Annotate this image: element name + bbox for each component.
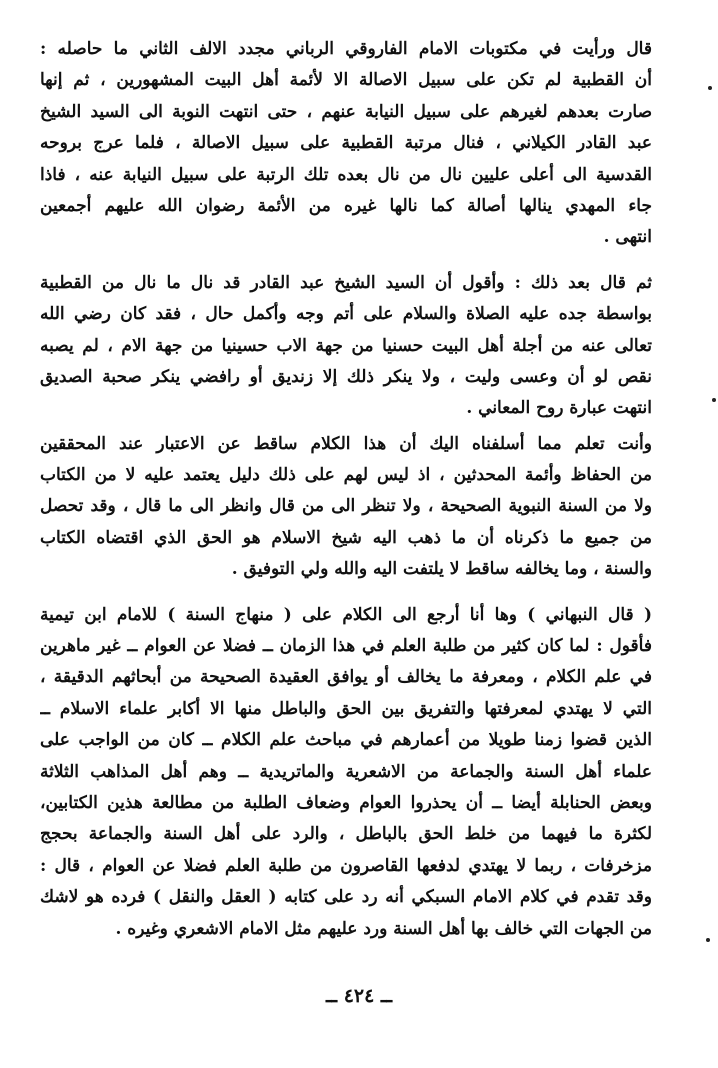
text-line: لكثرة ما فيهما من خلط الحق بالباطل ، والرد على أهل السنة والجماعة بحجج (40, 824, 652, 845)
text-line: والسنة ، وما يخالفه ساقط لا يلتفت اليه والله ولي التوفيق . (231, 559, 652, 580)
paragraph-gap (40, 586, 652, 600)
text-line: القدسية الى أعلى عليين نال من نال بعده تلك الرتبة على سبيل النيابة عنه ، فاذا (40, 164, 652, 185)
text-line: الذين قضوا زمنا طويلا من أعمارهم في مباحث علم الكلام ــ كان من الواجب على (40, 730, 652, 751)
text-line: من جميع ما ذكرناه أن ما ذهب اليه شيخ الاسلام هو الحق الذي اقتضاه الكتاب (40, 527, 652, 548)
paragraph-1 (40, 34, 652, 254)
text-line: وقد تقدم في كلام الامام السبكي أنه رد على كتابه ( العقل والنقل ) فرده هو لاشك (40, 887, 652, 908)
text-line: وأنت تعلم مما أسلفناه اليك أن هذا الكلام ساقط عن الاعتبار عند المحققين (40, 433, 652, 454)
text-line: من الحفاظ وأئمة المحدثين ، اذ ليس لهم على ذلك دليل يعتمد عليه لا من الكتاب (40, 465, 652, 486)
text-line: في علم الكلام ، ومعرفة ما يخالف أو يوافق العقيدة الصحيحة من أبحاثهم الدقيقة ، (40, 667, 652, 688)
paragraph-gap (40, 254, 652, 268)
margin-mark-bottom (706, 938, 710, 942)
text-line: وبعض الحنابلة أيضا ــ أن يحذروا العوام وضعاف الطلبة من مطالعة هذين الكتابين، (40, 792, 652, 813)
text-line: من الجهات التي خالف بها أهل السنة ورد عليهم مثل الامام الاشعري وغيره . (115, 918, 652, 939)
text-line: نقص لو أن وعسى وليت ، ولا ينكر ذلك إلا زنديق أو رافضي ينكر صحبة الصديق (40, 366, 652, 387)
paragraph-2 (40, 268, 652, 425)
text-line: ولا من السنة النبوية الصحيحة ، ولا تنظر الى من قال وانظر الى ما قال ، وقد تحصل (40, 496, 652, 517)
paragraph-3 (40, 429, 652, 586)
text-line: أن القطبية لم تكن على سبيل الاصالة الا لأئمة أهل البيت المشهورين ، ثم إنها (40, 70, 652, 91)
text-line: جاء المهدي ينالها أصالة كما نالها غيره من الأئمة رضوان الله عليهم أجمعين (40, 195, 652, 216)
margin-mark-middle (712, 398, 716, 402)
text-line: ثم قال بعد ذلك : وأقول أن السيد الشيخ عبد القادر قد نال ما نال من القطبية (40, 272, 652, 293)
text-line: صارت بعدهم لغيرهم على سبيل النيابة عنهم ، حتى انتهت النوبة الى السيد الشيخ (40, 101, 652, 122)
text-line: عبد القادر الكيلاني ، فنال مرتبة القطبية على سبيل الاصالة ، فلما عرج بروحه (40, 133, 652, 154)
margin-mark-top (708, 86, 712, 90)
paragraph-4 (40, 600, 652, 945)
text-line: ( قال النبهاني ) وها أنا أرجع الى الكلام على ( منهاج السنة ) للامام ابن تيمية (40, 604, 652, 625)
text-line: علماء أهل السنة والجماعة من الاشعرية والماتريدية ــ وهم أهل المذاهب الثلاثة (40, 761, 652, 782)
page-body (40, 34, 652, 945)
text-line: بواسطة جده عليه الصلاة والسلام على أتم وجه وأكمل حال ، فقد كان رضي الله (40, 304, 652, 325)
text-line: قال ورأيت في مكتوبات الامام الفاروقي الرباني مجدد الالف الثاني ما حاصله : (40, 39, 652, 59)
text-line: انتهت عبارة روح المعاني . (466, 398, 652, 419)
text-line: فأقول : لما كان كثير من طلبة العلم في هذا الزمان ــ فضلا عن العوام ــ غير ماهرين (40, 636, 652, 657)
text-line: تعالى عنه من أجلة أهل البيت حسنيا من جهة الاب حسينيا من جهة الام ، لم يصبه (40, 335, 652, 356)
text-line: انتهى . (603, 227, 652, 248)
text-line: التي لا يهتدي لمعرفتها والتفريق بين الحق والباطل منها الا أكابر علماء الاسلام ــ (40, 698, 652, 719)
page-number: ــ ٤٢٤ ــ (325, 985, 393, 1007)
text-line: مزخرفات ، ربما لا يهتدي لدفعها القاصرون من طلبة العلم فضلا عن العوام ، قال : (40, 855, 652, 876)
